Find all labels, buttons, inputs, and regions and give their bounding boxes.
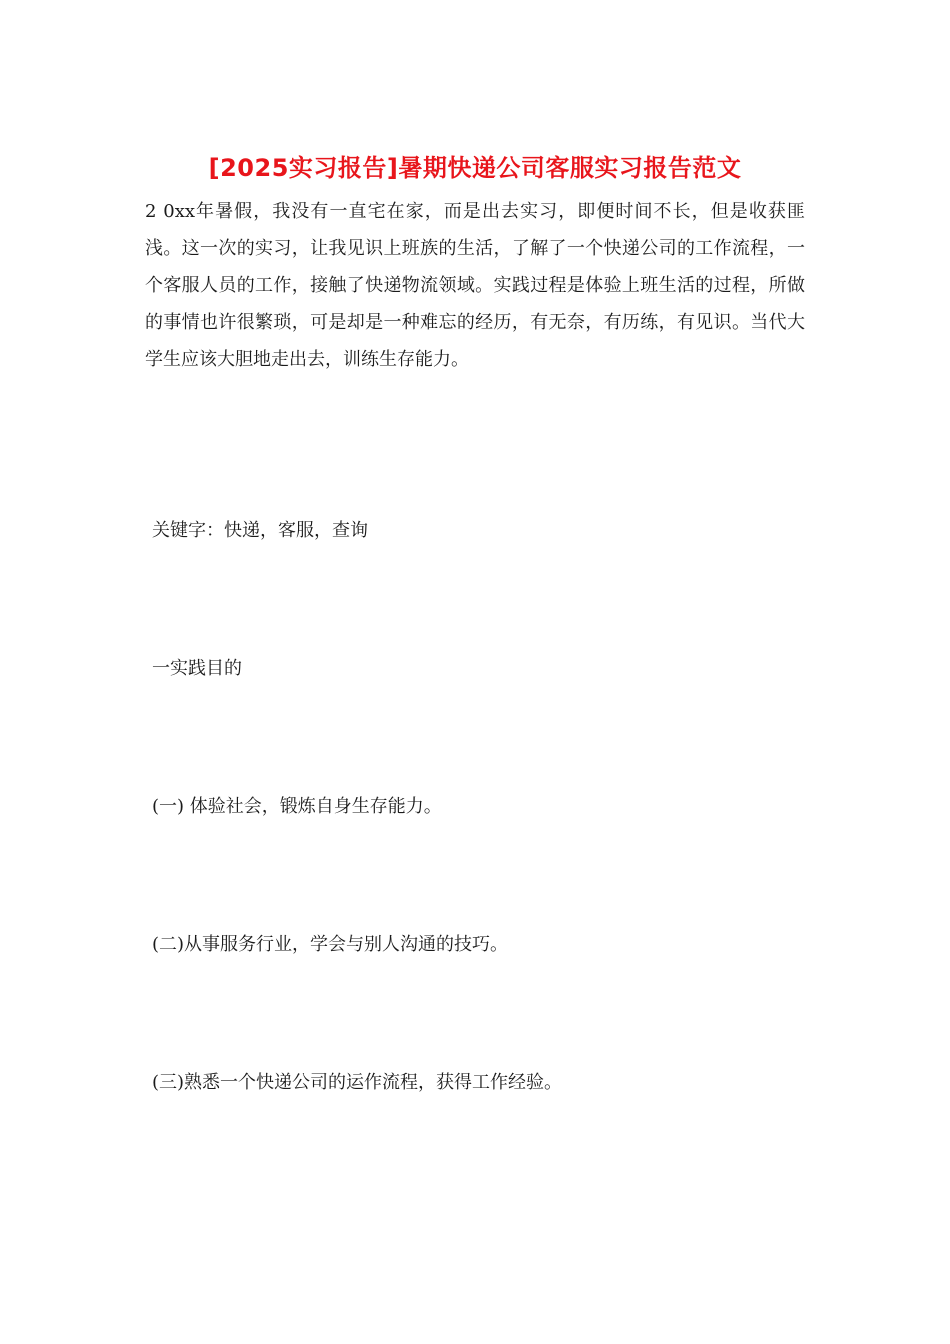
keywords-line: 关键字：快递，客服，查询 — [152, 520, 368, 541]
list-item: (一) 体验社会，锻炼自身生存能力。 — [152, 796, 442, 817]
abstract-paragraph: 2 0xx年暑假，我没有一直宅在家，而是出去实习，即便时间不长，但是收获匪浅。这一次的实习，让我见识上班族的生活，了解了一个快递公司的工作流程，一个客服人员的工作，接触了快递物流领域。实践过程是体验上班生活的过程，所做的事情也许很繁琐，可是却是一种难忘的经历，有无奈，有历练，有见识。当代大学生应该大胆地走出去，训练生存能力。 — [145, 201, 805, 370]
list-item: (二)从事服务行业，学会与别人沟通的技巧。 — [152, 934, 509, 955]
document-title: [2025实习报告]暑期快递公司客服实习报告范文 — [208, 154, 742, 182]
section-heading: 一实践目的 — [152, 658, 242, 679]
list-item: (三)熟悉一个快递公司的运作流程，获得工作经验。 — [152, 1072, 563, 1093]
